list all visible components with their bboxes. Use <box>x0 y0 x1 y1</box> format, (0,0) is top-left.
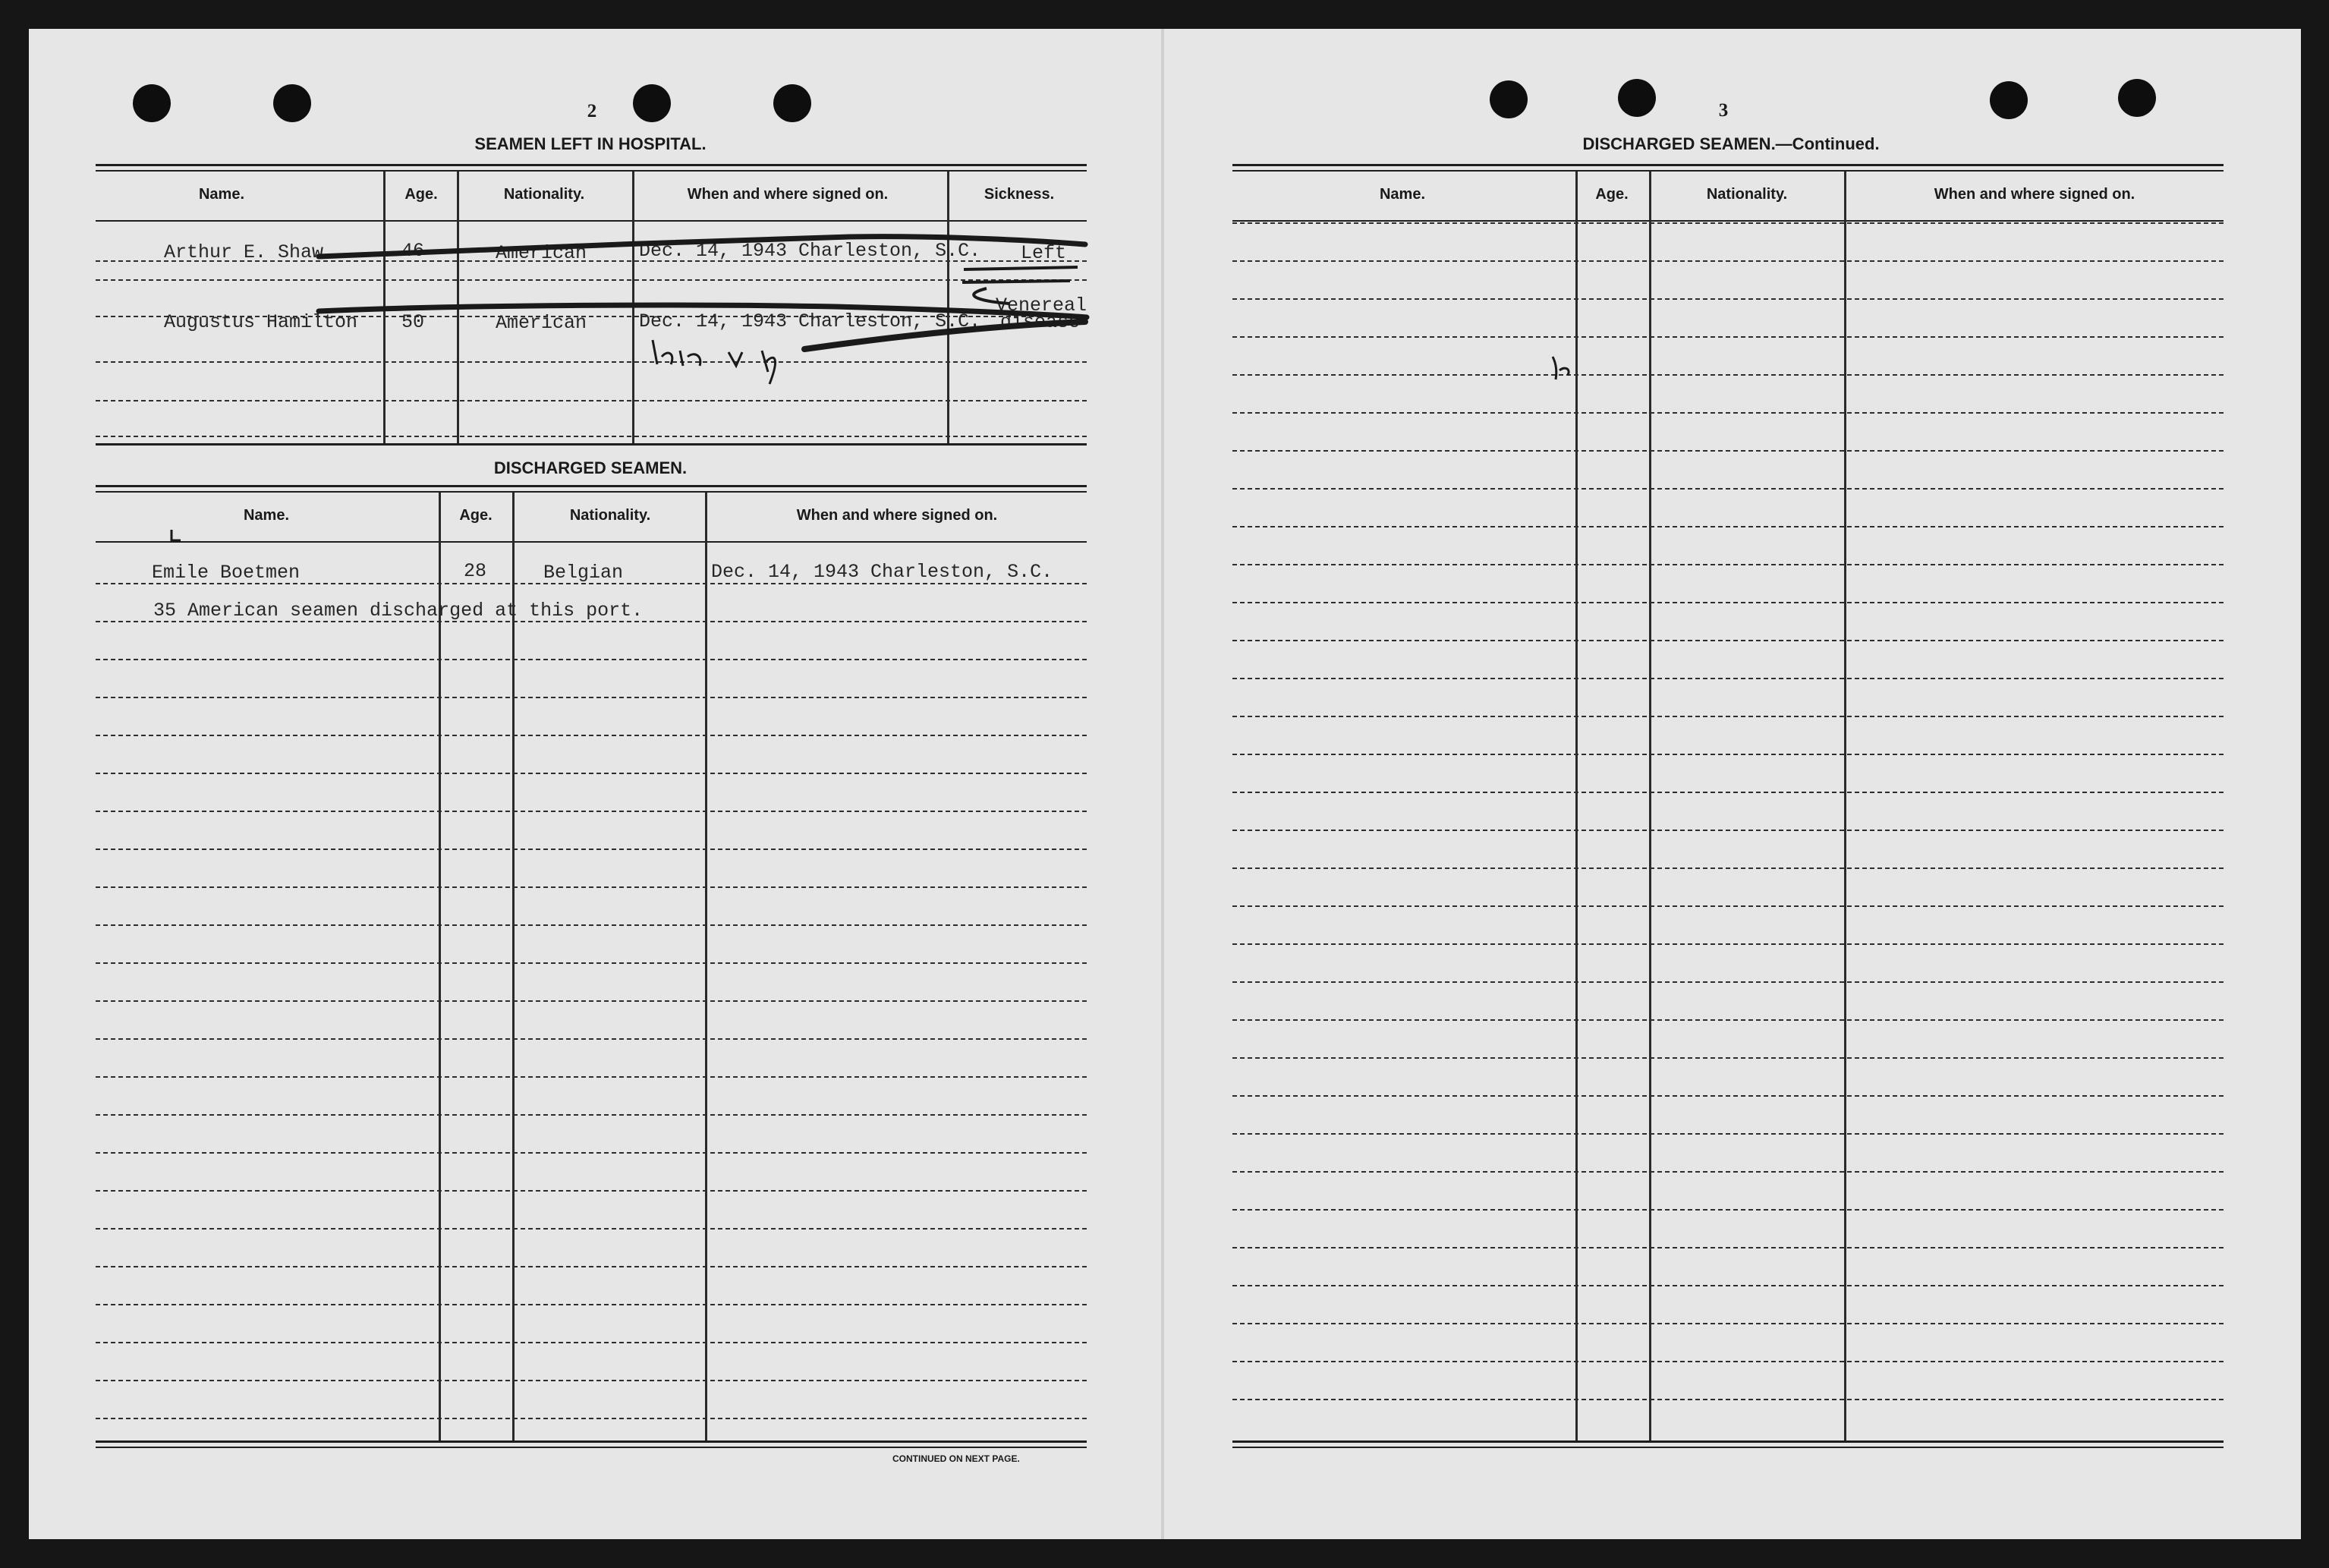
strike-through-row-1 <box>319 237 1085 257</box>
column-header-name: Name. <box>243 507 290 524</box>
column-header-age: Age. <box>459 507 493 524</box>
hospital-row-1-signed-on: Dec. 14, 1943 Charleston, S.C. <box>639 240 981 262</box>
hospital-row-1-name: Arthur E. Shaw <box>164 241 324 263</box>
handwritten-annotation <box>653 340 776 384</box>
discharged-row-1-age: 28 <box>464 560 487 582</box>
discharged-section-title: DISCHARGED SEAMEN. <box>493 458 688 477</box>
strike-through-row-2 <box>319 305 1087 317</box>
hospital-section-title: SEAMEN LEFT IN HOSPITAL. <box>474 134 707 153</box>
hospital-row-2-sickness: disease <box>1000 311 1081 333</box>
discharged-note: 35 American seamen discharged at this port. <box>153 600 644 622</box>
hospital-row-1-sickness: Left <box>1021 242 1067 264</box>
column-header-signed-on: When and where signed on. <box>687 186 889 203</box>
sickness-scribble <box>962 267 1078 304</box>
discharged-row-1-name: Emile Boetmen <box>152 562 301 584</box>
discharged-row-1-signed-on: Dec. 14, 1943 Charleston, S.C. <box>711 561 1053 583</box>
column-header-signed-on: When and where signed on. <box>1934 186 2135 203</box>
hospital-row-2-nationality: American <box>496 312 587 334</box>
column-header-age: Age. <box>1595 186 1629 203</box>
hospital-row-2-age: 50 <box>401 311 425 333</box>
strike-through-extra <box>804 322 1085 349</box>
left-page-number: 2 <box>587 101 597 121</box>
stray-mark <box>1553 357 1569 379</box>
column-header-name: Name. <box>198 186 245 203</box>
right-page-number: 3 <box>1718 100 1729 121</box>
right-section-title: DISCHARGED SEAMEN.—Continued. <box>1582 134 1880 153</box>
column-header-nationality: Nationality. <box>569 507 651 524</box>
hospital-row-2-name: Augustus Hamilton <box>164 311 358 333</box>
column-header-signed-on: When and where signed on. <box>796 507 998 524</box>
hospital-row-2-signed-on: Dec. 14, 1943 Charleston, S.C. <box>639 310 981 332</box>
discharged-row-1-nationality: Belgian <box>543 562 624 584</box>
column-header-age: Age. <box>404 186 438 203</box>
hospital-row-1-age: 46 <box>401 240 425 262</box>
stray-mark <box>172 530 181 540</box>
hospital-sickness-extra: Venereal <box>996 294 1087 316</box>
column-header-sickness: Sickness. <box>984 186 1055 203</box>
column-header-nationality: Nationality. <box>1706 186 1788 203</box>
continued-footer: CONTINUED ON NEXT PAGE. <box>892 1453 1020 1464</box>
hospital-row-1-nationality: American <box>496 242 587 264</box>
column-header-nationality: Nationality. <box>503 186 585 203</box>
column-header-name: Name. <box>1379 186 1426 203</box>
